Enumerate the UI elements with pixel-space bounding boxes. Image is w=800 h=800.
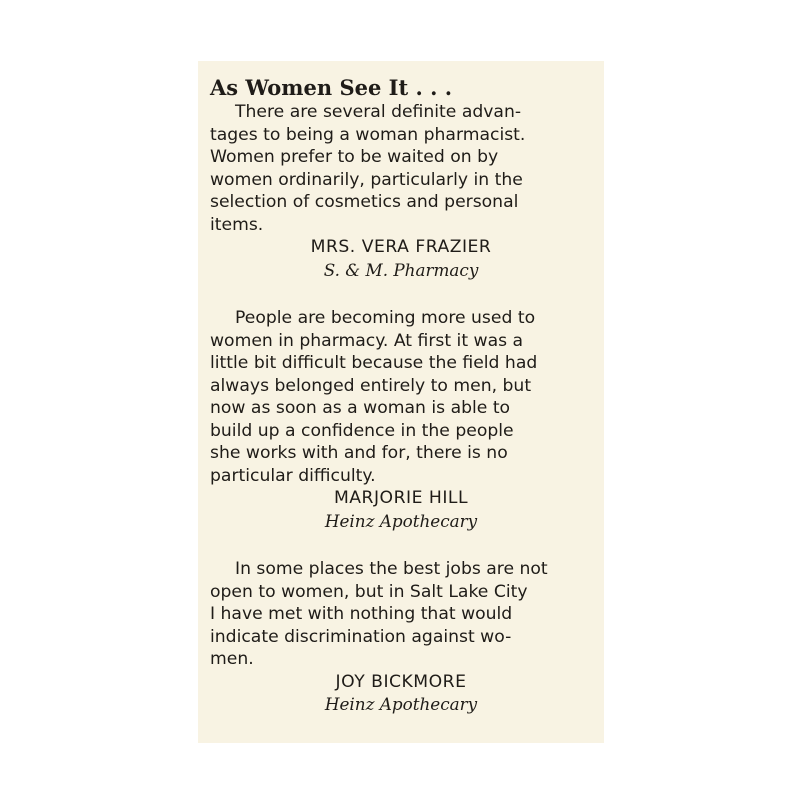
signature-affiliation: Heinz Apothecary [324, 510, 478, 531]
spacer [210, 532, 592, 558]
text-line: In some places the best jobs are not [235, 559, 548, 579]
quote-paragraph [210, 101, 592, 236]
text-line: she works with and for, there is no [210, 443, 508, 463]
quote-paragraph [210, 558, 592, 671]
text-line: tages to being a woman pharmacist. [210, 124, 526, 145]
signature-affiliation: Heinz Apothecary [324, 694, 478, 714]
text-line: indicate discrimination against wo- [210, 626, 512, 647]
text-line: particular difficulty. [210, 465, 376, 486]
spacer [210, 281, 592, 307]
text-line: Women prefer to be waited on by [210, 147, 499, 167]
text-line: items. [210, 214, 264, 235]
text-line: now as soon as a woman is able to [210, 398, 511, 418]
text-line: always belonged entirely to men, but [210, 375, 532, 396]
quote-paragraph [210, 307, 592, 487]
text-line: women ordinarily, particularly in the [210, 169, 523, 190]
text-line: People are becoming more used to [235, 308, 536, 328]
text-line: open to women, but in Salt Lake City [210, 581, 528, 602]
quote-entry [210, 307, 592, 532]
article-page [198, 61, 604, 743]
text-line: selection of cosmetics and personal [210, 192, 519, 212]
signature-name: JOY BICKMORE [335, 671, 467, 692]
article-heading: As Women See It . . . [210, 75, 453, 100]
text-line: men. [210, 649, 254, 669]
quote-entry [210, 558, 592, 716]
text-line: little bit difficult because the field had [210, 353, 538, 373]
text-line: I have met with nothing that would [210, 604, 513, 624]
signature-affiliation: S. & M. Pharmacy [323, 259, 479, 280]
signature-name: MARJORIE HILL [333, 488, 469, 508]
text-line: women in pharmacy. At first it was a [210, 330, 524, 351]
text-line: build up a confidence in the people [210, 420, 514, 441]
signature-name: MRS. VERA FRAZIER [310, 237, 492, 257]
quote-entry [210, 101, 592, 281]
text-line: There are several definite advan- [235, 102, 522, 122]
